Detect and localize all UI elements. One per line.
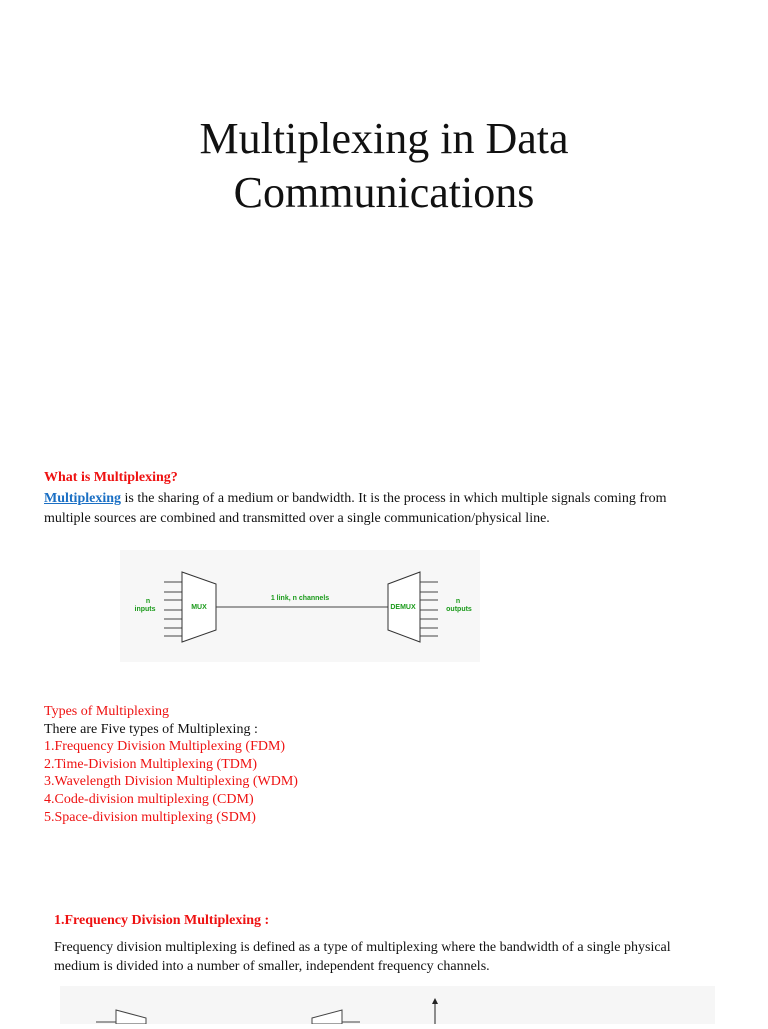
fdm-diagram [60, 986, 715, 1024]
outputs-label: outputs [446, 606, 472, 613]
inputs-label: inputs [134, 606, 156, 613]
title-line-1: Multiplexing in Data [199, 114, 569, 163]
outputs-label-n: n [455, 598, 461, 605]
types-list-item: 3.Wavelength Division Multiplexing (WDM) [44, 774, 298, 790]
what-is-multiplexing-heading: What is Multiplexing? [44, 470, 178, 485]
fdm-heading: 1.Frequency Division Multiplexing : [54, 913, 270, 928]
types-section [44, 703, 298, 826]
types-heading: Types of Multiplexing [44, 704, 170, 719]
input-lines [164, 582, 182, 636]
inputs-label-n: n [145, 598, 151, 605]
types-list-item: 4.Code-division multiplexing (CDM) [44, 791, 254, 807]
fdm-diagram-svg [60, 986, 715, 1024]
fdm-paragraph: Frequency division multiplexing is defined as a type of multiplexing where the bandwidth of a single physical medium is divided into a number of smaller, independent frequency channels. [54, 940, 671, 974]
intro-paragraph [44, 489, 704, 529]
demux-label: DEMUX [390, 604, 416, 611]
mux-demux-svg [120, 550, 480, 662]
mux-demux-diagram [120, 550, 480, 662]
types-intro: There are Five types of Multiplexing : [44, 721, 258, 737]
link-label: 1 link, n channels [270, 595, 330, 602]
title-line-2: Communications [233, 168, 535, 217]
intro-body: is the sharing of a medium or bandwidth. It is the process in which multiple signals coming from multiple sources are combined and transmitted over a single communication/physical line. [44, 491, 667, 526]
types-list-item: 5.Space-division multiplexing (SDM) [44, 809, 256, 825]
fdm-demux-block [312, 1010, 342, 1024]
document-title [0, 112, 768, 220]
fdm-axis-arrow [432, 998, 438, 1004]
types-list-item: 2.Time-Division Multiplexing (TDM) [44, 756, 257, 772]
types-list-item: 1.Frequency Division Multiplexing (FDM) [44, 739, 286, 755]
multiplexing-link[interactable]: Multiplexing [44, 491, 122, 506]
output-lines [420, 582, 438, 636]
mux-label: MUX [191, 604, 207, 611]
fdm-mux-block [116, 1010, 146, 1024]
